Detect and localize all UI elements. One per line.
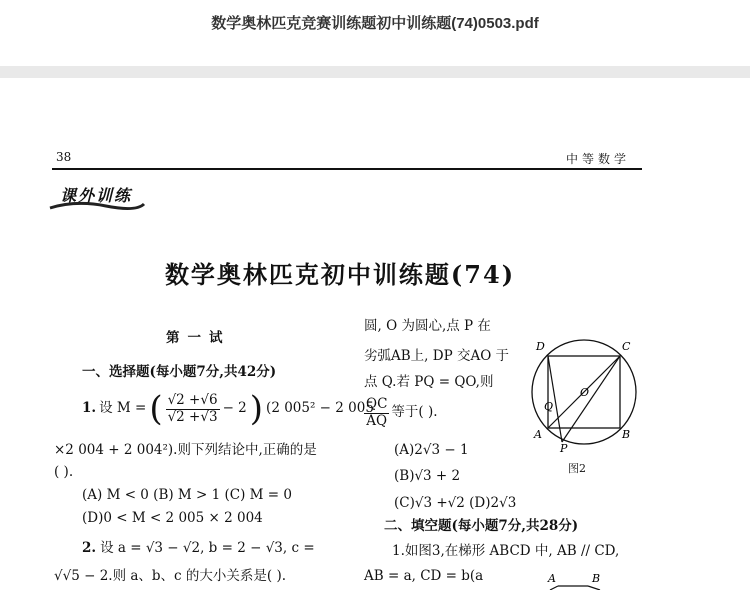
fig3-label-a: A bbox=[548, 572, 556, 585]
option-b: (B)√3 + 2 bbox=[394, 468, 461, 484]
running-head: 中等数学 bbox=[566, 152, 631, 166]
question-1-fraction bbox=[166, 394, 220, 424]
question-1-after-fraction: − 2 bbox=[222, 400, 247, 417]
fraction-numerator: √2 +√6 bbox=[167, 392, 218, 408]
ratio-numerator: QC bbox=[366, 396, 388, 412]
right-line-1: 圆, O 为圆心,点 P 在 bbox=[364, 318, 491, 334]
part-heading: 第一试 bbox=[166, 330, 231, 346]
question-1-number: 1. bbox=[82, 400, 97, 417]
fill-heading: 二、填空题(每小题7分,共28分) bbox=[384, 518, 579, 534]
question-1-line-3: ( ). bbox=[54, 464, 74, 480]
question-2-line-1 bbox=[82, 542, 315, 556]
viewer-toolbar-band bbox=[0, 66, 750, 78]
figure-2-caption: 图2 bbox=[568, 462, 586, 475]
question-1-tail: (2 005² − 2 005 bbox=[266, 400, 374, 417]
viewer-title: 数学奥林匹克竞赛训练题初中训练题(74)0503.pdf bbox=[211, 14, 539, 32]
question-1-lead: 设 M = bbox=[99, 400, 147, 417]
right-line-4 bbox=[364, 398, 438, 428]
right-line-2: 劣弧AB上, DP 交AO 于 bbox=[364, 348, 510, 364]
header-rule bbox=[52, 168, 642, 170]
fill-question-1-line-2: AB = a, CD = b(a bbox=[364, 568, 484, 584]
ratio-tail: 等于( ). bbox=[391, 404, 438, 421]
question-2-number: 2. bbox=[82, 540, 97, 556]
question-1-line-2: ×2 004 + 2 004²).则下列结论中,正确的是 bbox=[54, 442, 317, 458]
section-label: 课外训练 bbox=[60, 186, 133, 205]
label-c: C bbox=[622, 340, 631, 353]
article-title: 数学奥林匹克初中训练题(74) bbox=[164, 260, 516, 289]
label-o: O bbox=[580, 386, 590, 399]
figure-3-diagram bbox=[540, 572, 610, 590]
option-c-d: (C)√3 +√2 (D)2√3 bbox=[394, 495, 517, 511]
right-paren: ) bbox=[249, 389, 264, 429]
label-p: P bbox=[560, 442, 568, 454]
option-a: (A)2√3 − 1 bbox=[394, 442, 469, 458]
fraction-denominator: √2 +√3 bbox=[167, 408, 218, 425]
question-2-line-2: √√5 − 2.则 a、b、c 的大小关系是( ). bbox=[54, 568, 287, 584]
page-number: 38 bbox=[56, 150, 72, 164]
fill-question-1: 1.如图3,在梯形 ABCD 中, AB // CD, bbox=[392, 543, 620, 559]
label-q: Q bbox=[544, 400, 554, 413]
label-a: A bbox=[534, 428, 542, 441]
right-line-3: 点 Q.若 PQ = QO,则 bbox=[364, 374, 494, 390]
fig3-label-b: B bbox=[592, 572, 601, 585]
label-b: B bbox=[622, 428, 631, 441]
label-d: D bbox=[536, 340, 545, 353]
ratio-fraction bbox=[364, 398, 389, 428]
question-1-options-1: (A) M < 0 (B) M > 1 (C) M = 0 bbox=[82, 487, 292, 503]
figure-2-diagram bbox=[522, 330, 646, 454]
question-2-text: 设 a = √3 − √2, b = 2 − √3, c = bbox=[100, 540, 315, 556]
question-1-line-1 bbox=[82, 389, 374, 429]
question-1-options-2: (D)0 < M < 2 005 × 2 004 bbox=[82, 510, 263, 526]
ratio-denominator: AQ bbox=[366, 412, 388, 429]
left-paren: ( bbox=[149, 389, 163, 429]
mc-heading: 一、选择题(每小题7分,共42分) bbox=[82, 364, 277, 380]
